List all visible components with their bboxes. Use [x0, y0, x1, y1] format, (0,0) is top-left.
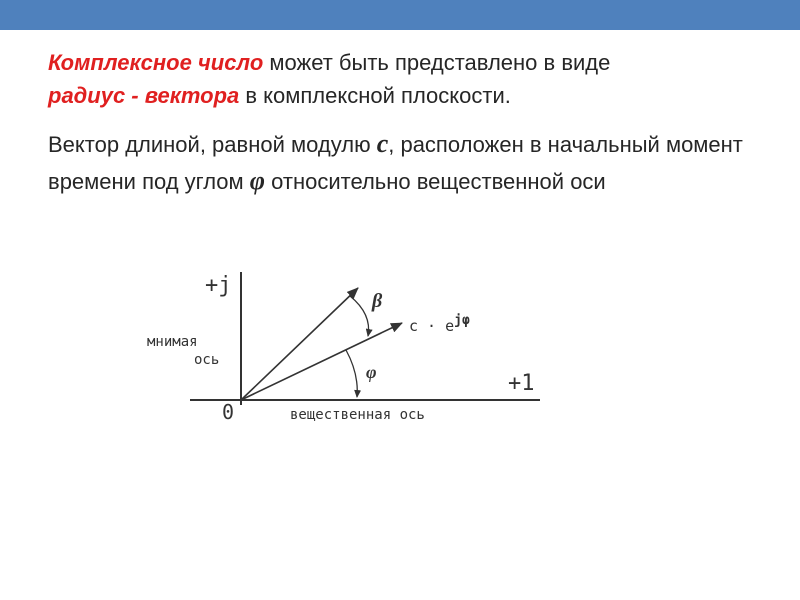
vector-text-3: относительно вещественной оси	[265, 169, 606, 194]
vector-c	[241, 323, 402, 400]
angle-phi-label: φ	[366, 362, 377, 382]
intro-paragraph	[48, 46, 748, 112]
axis-x-label: +1	[508, 371, 535, 396]
term-complex-number: Комплексное число	[48, 50, 264, 75]
intro-text-1: может быть представлено в виде	[263, 50, 611, 75]
vector-label-base: c · e	[409, 317, 455, 335]
complex-plane-diagram	[140, 270, 550, 440]
axis-y-label: +j	[205, 273, 232, 298]
vector-paragraph	[48, 126, 748, 200]
vector-text-2: , расположен в начальный момент времени под углом	[48, 132, 743, 194]
imag-axis-label-line1: мнимая	[147, 334, 198, 350]
symbol-phi: φ	[249, 166, 265, 195]
real-axis-label: вещественная ось	[290, 407, 425, 423]
angle-phi-arc	[346, 350, 357, 397]
vector-label	[409, 313, 470, 335]
angle-beta-arc	[350, 296, 369, 336]
origin-label: 0	[222, 400, 235, 424]
imag-axis-label-line2: ось	[194, 352, 220, 368]
vector-label-exponent: jφ	[454, 313, 470, 328]
symbol-c: c	[376, 129, 389, 158]
term-radius-vector: радиус - вектора	[48, 83, 240, 108]
vector-text-1: Вектор длиной, равной модулю	[48, 132, 377, 157]
angle-beta-label: β	[372, 290, 383, 312]
rotated-vector	[241, 288, 358, 400]
title-bar	[0, 0, 800, 30]
intro-text-2: в комплексной плоскости.	[239, 83, 511, 108]
